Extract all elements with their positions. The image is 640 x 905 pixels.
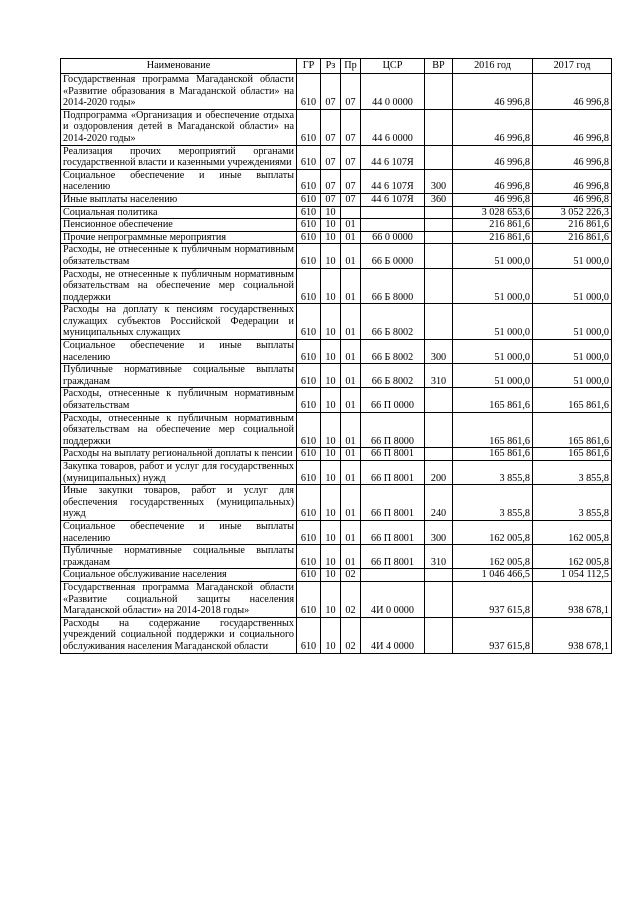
row-gr: 610 bbox=[297, 193, 321, 206]
table-row bbox=[61, 461, 612, 485]
row-gr: 610 bbox=[297, 569, 321, 582]
row-name: Прочие непрограммные мероприятия bbox=[61, 231, 297, 244]
row-pr: 01 bbox=[341, 461, 361, 485]
row-name: Реализация прочих мероприятий органами государственной власти и казенными учреждениями bbox=[61, 145, 297, 169]
table-row bbox=[61, 145, 612, 169]
row-name: Государственная программа Магаданской области «Развитие образования в Магаданской области» на 2014-2020 годы» bbox=[61, 74, 297, 110]
row-amount-2017: 3 052 226,3 bbox=[533, 206, 612, 219]
header-gr: ГР bbox=[297, 59, 321, 74]
row-pr: 02 bbox=[341, 569, 361, 582]
row-gr: 610 bbox=[297, 461, 321, 485]
row-pr: 07 bbox=[341, 193, 361, 206]
header-pr: Пр bbox=[341, 59, 361, 74]
table-row bbox=[61, 268, 612, 304]
row-pr: 01 bbox=[341, 388, 361, 412]
row-name: Расходы, отнесенные к публичным нормативным обязательствам bbox=[61, 388, 297, 412]
row-amount-2017: 165 861,6 bbox=[533, 412, 612, 448]
row-amount-2017: 165 861,6 bbox=[533, 388, 612, 412]
row-amount-2017: 51 000,0 bbox=[533, 268, 612, 304]
table-row bbox=[61, 74, 612, 110]
row-rz: 10 bbox=[321, 388, 341, 412]
row-amount-2017: 3 855,8 bbox=[533, 485, 612, 521]
row-amount-2016: 165 861,6 bbox=[453, 388, 533, 412]
row-amount-2017: 938 678,1 bbox=[533, 617, 612, 653]
row-csr: 44 6 107Я bbox=[361, 169, 425, 193]
row-gr: 610 bbox=[297, 520, 321, 544]
table-row bbox=[61, 169, 612, 193]
row-amount-2017: 51 000,0 bbox=[533, 244, 612, 268]
row-pr: 07 bbox=[341, 109, 361, 145]
row-amount-2017: 51 000,0 bbox=[533, 364, 612, 388]
row-pr: 01 bbox=[341, 304, 361, 340]
row-csr: 66 П 8001 bbox=[361, 520, 425, 544]
row-gr: 610 bbox=[297, 448, 321, 461]
row-vr bbox=[425, 617, 453, 653]
row-amount-2016: 165 861,6 bbox=[453, 448, 533, 461]
row-vr bbox=[425, 219, 453, 232]
row-amount-2016: 46 996,8 bbox=[453, 74, 533, 110]
row-amount-2016: 1 046 466,5 bbox=[453, 569, 533, 582]
row-pr: 01 bbox=[341, 244, 361, 268]
row-csr: 66 П 0000 bbox=[361, 388, 425, 412]
row-gr: 610 bbox=[297, 304, 321, 340]
row-vr bbox=[425, 109, 453, 145]
table-header-row bbox=[61, 59, 612, 74]
row-amount-2016: 162 005,8 bbox=[453, 545, 533, 569]
table-row bbox=[61, 412, 612, 448]
table-row bbox=[61, 340, 612, 364]
row-csr: 66 0 0000 bbox=[361, 231, 425, 244]
row-name: Подпрограмма «Организация и обеспечение отдыха и оздоровления детей в Магаданской области» на 2014-2020 годы» bbox=[61, 109, 297, 145]
row-rz: 07 bbox=[321, 169, 341, 193]
table-row bbox=[61, 304, 612, 340]
row-name: Расходы, отнесенные к публичным нормативным обязательствам на обеспечение мер социальной поддержки bbox=[61, 412, 297, 448]
table-row bbox=[61, 485, 612, 521]
table-row bbox=[61, 569, 612, 582]
row-amount-2017: 46 996,8 bbox=[533, 74, 612, 110]
row-rz: 10 bbox=[321, 569, 341, 582]
row-rz: 10 bbox=[321, 304, 341, 340]
row-csr: 44 6 107Я bbox=[361, 193, 425, 206]
row-name: Социальное обеспечение и иные выплаты населению bbox=[61, 169, 297, 193]
row-pr: 01 bbox=[341, 520, 361, 544]
row-vr bbox=[425, 268, 453, 304]
row-amount-2017: 1 054 112,5 bbox=[533, 569, 612, 582]
row-vr: 310 bbox=[425, 545, 453, 569]
row-vr bbox=[425, 448, 453, 461]
row-rz: 07 bbox=[321, 74, 341, 110]
row-vr bbox=[425, 145, 453, 169]
row-name: Расходы на выплату региональной доплаты к пенсии bbox=[61, 448, 297, 461]
row-csr: 44 6 0000 bbox=[361, 109, 425, 145]
row-amount-2016: 165 861,6 bbox=[453, 412, 533, 448]
row-csr: 66 П 8001 bbox=[361, 461, 425, 485]
row-pr: 01 bbox=[341, 485, 361, 521]
row-amount-2016: 3 028 653,6 bbox=[453, 206, 533, 219]
table-row bbox=[61, 448, 612, 461]
row-amount-2016: 46 996,8 bbox=[453, 145, 533, 169]
row-amount-2017: 162 005,8 bbox=[533, 520, 612, 544]
row-name: Социальное обслуживание населения bbox=[61, 569, 297, 582]
row-amount-2016: 51 000,0 bbox=[453, 244, 533, 268]
table-row bbox=[61, 388, 612, 412]
row-amount-2017: 162 005,8 bbox=[533, 545, 612, 569]
row-name: Расходы на доплату к пенсиям государственных служащих субъектов Российской Федерации и муниципальных служащих bbox=[61, 304, 297, 340]
row-vr bbox=[425, 581, 453, 617]
row-vr: 360 bbox=[425, 193, 453, 206]
row-rz: 10 bbox=[321, 364, 341, 388]
row-vr: 200 bbox=[425, 461, 453, 485]
row-amount-2016: 937 615,8 bbox=[453, 581, 533, 617]
row-pr: 01 bbox=[341, 268, 361, 304]
header-name: Наименование bbox=[61, 59, 297, 74]
row-csr: 66 П 8000 bbox=[361, 412, 425, 448]
row-pr: 02 bbox=[341, 581, 361, 617]
row-rz: 10 bbox=[321, 448, 341, 461]
row-pr: 01 bbox=[341, 448, 361, 461]
row-csr: 66 Б 8002 bbox=[361, 364, 425, 388]
table-row bbox=[61, 193, 612, 206]
row-rz: 10 bbox=[321, 231, 341, 244]
row-name: Расходы, не отнесенные к публичным нормативным обязательствам bbox=[61, 244, 297, 268]
row-amount-2016: 51 000,0 bbox=[453, 364, 533, 388]
row-amount-2016: 937 615,8 bbox=[453, 617, 533, 653]
row-csr bbox=[361, 206, 425, 219]
row-amount-2017: 938 678,1 bbox=[533, 581, 612, 617]
row-pr: 07 bbox=[341, 145, 361, 169]
table-row bbox=[61, 109, 612, 145]
row-gr: 610 bbox=[297, 244, 321, 268]
row-gr: 610 bbox=[297, 364, 321, 388]
row-name: Социальное обеспечение и иные выплаты населению bbox=[61, 340, 297, 364]
row-rz: 10 bbox=[321, 545, 341, 569]
row-amount-2017: 216 861,6 bbox=[533, 219, 612, 232]
row-csr: 66 Б 8000 bbox=[361, 268, 425, 304]
header-csr: ЦСР bbox=[361, 59, 425, 74]
row-csr bbox=[361, 219, 425, 232]
row-rz: 07 bbox=[321, 109, 341, 145]
row-rz: 10 bbox=[321, 219, 341, 232]
row-rz: 07 bbox=[321, 145, 341, 169]
row-gr: 610 bbox=[297, 74, 321, 110]
row-name: Социальное обеспечение и иные выплаты населению bbox=[61, 520, 297, 544]
row-rz: 10 bbox=[321, 581, 341, 617]
row-rz: 10 bbox=[321, 485, 341, 521]
row-pr bbox=[341, 206, 361, 219]
row-amount-2017: 46 996,8 bbox=[533, 193, 612, 206]
row-pr: 07 bbox=[341, 169, 361, 193]
row-gr: 610 bbox=[297, 231, 321, 244]
row-amount-2016: 3 855,8 bbox=[453, 461, 533, 485]
table-row bbox=[61, 231, 612, 244]
row-amount-2017: 46 996,8 bbox=[533, 169, 612, 193]
row-gr: 610 bbox=[297, 268, 321, 304]
row-gr: 610 bbox=[297, 388, 321, 412]
row-rz: 10 bbox=[321, 412, 341, 448]
row-name: Иные закупки товаров, работ и услуг для обеспечения государственных (муниципальных) нужд bbox=[61, 485, 297, 521]
row-vr bbox=[425, 206, 453, 219]
row-rz: 10 bbox=[321, 244, 341, 268]
row-pr: 01 bbox=[341, 231, 361, 244]
row-amount-2016: 216 861,6 bbox=[453, 219, 533, 232]
row-vr bbox=[425, 412, 453, 448]
row-csr: 44 0 0000 bbox=[361, 74, 425, 110]
row-amount-2016: 51 000,0 bbox=[453, 304, 533, 340]
row-vr: 300 bbox=[425, 340, 453, 364]
row-gr: 610 bbox=[297, 145, 321, 169]
row-amount-2016: 46 996,8 bbox=[453, 109, 533, 145]
row-csr: 66 Б 8002 bbox=[361, 304, 425, 340]
row-csr: 66 Б 8002 bbox=[361, 340, 425, 364]
row-vr bbox=[425, 74, 453, 110]
row-name: Иные выплаты населению bbox=[61, 193, 297, 206]
row-gr: 610 bbox=[297, 169, 321, 193]
row-rz: 07 bbox=[321, 193, 341, 206]
row-csr: 66 Б 0000 bbox=[361, 244, 425, 268]
row-vr bbox=[425, 304, 453, 340]
row-pr: 01 bbox=[341, 412, 361, 448]
row-vr: 300 bbox=[425, 520, 453, 544]
row-amount-2016: 216 861,6 bbox=[453, 231, 533, 244]
header-2017: 2017 год bbox=[533, 59, 612, 74]
row-gr: 610 bbox=[297, 340, 321, 364]
table-row bbox=[61, 244, 612, 268]
row-pr: 01 bbox=[341, 340, 361, 364]
row-vr: 240 bbox=[425, 485, 453, 521]
table-row bbox=[61, 206, 612, 219]
table-row bbox=[61, 581, 612, 617]
budget-table bbox=[60, 58, 612, 654]
row-amount-2017: 165 861,6 bbox=[533, 448, 612, 461]
row-gr: 610 bbox=[297, 581, 321, 617]
row-amount-2016: 162 005,8 bbox=[453, 520, 533, 544]
row-pr: 01 bbox=[341, 545, 361, 569]
header-vr: ВР bbox=[425, 59, 453, 74]
row-gr: 610 bbox=[297, 206, 321, 219]
row-vr bbox=[425, 231, 453, 244]
row-gr: 610 bbox=[297, 412, 321, 448]
table-row bbox=[61, 364, 612, 388]
table-body bbox=[61, 74, 612, 654]
row-pr: 07 bbox=[341, 74, 361, 110]
row-csr: 4И 4 0000 bbox=[361, 617, 425, 653]
row-name: Социальная политика bbox=[61, 206, 297, 219]
header-rz: Рз bbox=[321, 59, 341, 74]
row-name: Расходы, не отнесенные к публичным нормативным обязательствам на обеспечение мер социальной поддержки bbox=[61, 268, 297, 304]
row-rz: 10 bbox=[321, 268, 341, 304]
row-rz: 10 bbox=[321, 340, 341, 364]
row-amount-2016: 51 000,0 bbox=[453, 340, 533, 364]
row-vr: 310 bbox=[425, 364, 453, 388]
row-amount-2017: 216 861,6 bbox=[533, 231, 612, 244]
row-vr bbox=[425, 388, 453, 412]
row-pr: 01 bbox=[341, 219, 361, 232]
row-vr bbox=[425, 569, 453, 582]
row-vr: 300 bbox=[425, 169, 453, 193]
row-csr bbox=[361, 569, 425, 582]
row-csr: 66 П 8001 bbox=[361, 485, 425, 521]
row-csr: 66 П 8001 bbox=[361, 545, 425, 569]
row-amount-2016: 3 855,8 bbox=[453, 485, 533, 521]
row-gr: 610 bbox=[297, 545, 321, 569]
row-name: Публичные нормативные социальные выплаты гражданам bbox=[61, 545, 297, 569]
row-gr: 610 bbox=[297, 485, 321, 521]
row-csr: 44 6 107Я bbox=[361, 145, 425, 169]
row-gr: 610 bbox=[297, 219, 321, 232]
row-amount-2017: 3 855,8 bbox=[533, 461, 612, 485]
row-amount-2017: 46 996,8 bbox=[533, 109, 612, 145]
row-amount-2017: 46 996,8 bbox=[533, 145, 612, 169]
table-row bbox=[61, 520, 612, 544]
row-rz: 10 bbox=[321, 617, 341, 653]
row-amount-2016: 51 000,0 bbox=[453, 268, 533, 304]
row-rz: 10 bbox=[321, 461, 341, 485]
row-amount-2016: 46 996,8 bbox=[453, 193, 533, 206]
row-name: Государственная программа Магаданской области «Развитие социальной защиты населения Магаданской области» на 2014-2018 годы» bbox=[61, 581, 297, 617]
table-row bbox=[61, 545, 612, 569]
row-pr: 01 bbox=[341, 364, 361, 388]
row-csr: 4И 0 0000 bbox=[361, 581, 425, 617]
row-name: Публичные нормативные социальные выплаты гражданам bbox=[61, 364, 297, 388]
row-amount-2016: 46 996,8 bbox=[453, 169, 533, 193]
row-vr bbox=[425, 244, 453, 268]
table-row bbox=[61, 219, 612, 232]
header-2016: 2016 год bbox=[453, 59, 533, 74]
row-rz: 10 bbox=[321, 520, 341, 544]
row-csr: 66 П 8001 bbox=[361, 448, 425, 461]
row-gr: 610 bbox=[297, 109, 321, 145]
row-amount-2017: 51 000,0 bbox=[533, 340, 612, 364]
row-name: Пенсионное обеспечение bbox=[61, 219, 297, 232]
row-amount-2017: 51 000,0 bbox=[533, 304, 612, 340]
row-name: Расходы на содержание государственных учреждений социальной поддержки и социального обслуживания населения Магаданской области bbox=[61, 617, 297, 653]
row-pr: 02 bbox=[341, 617, 361, 653]
table-row bbox=[61, 617, 612, 653]
row-gr: 610 bbox=[297, 617, 321, 653]
row-name: Закупка товаров, работ и услуг для государственных (муниципальных) нужд bbox=[61, 461, 297, 485]
row-rz: 10 bbox=[321, 206, 341, 219]
